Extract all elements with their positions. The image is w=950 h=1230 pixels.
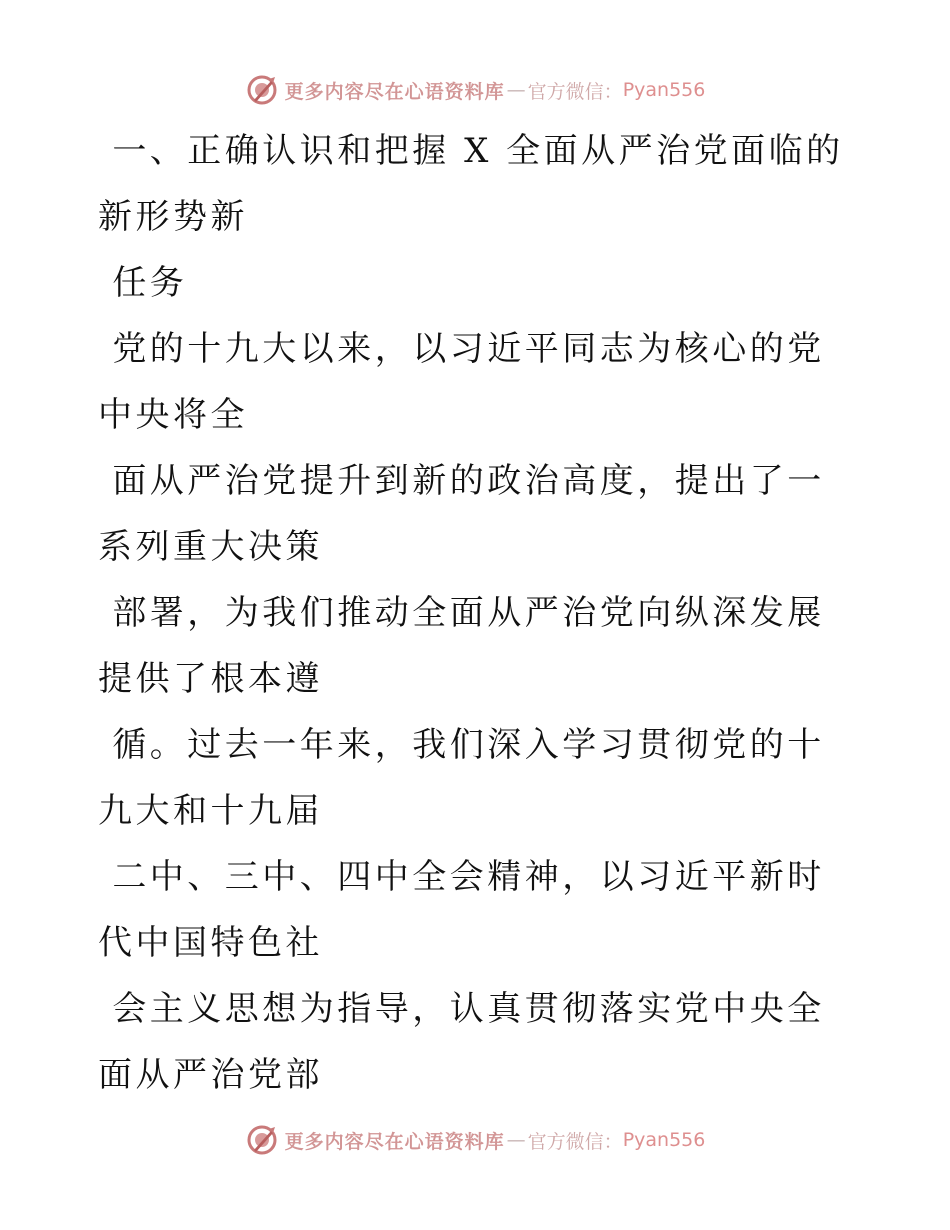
watermark-brand: 更多内容尽在心语资料库: [284, 80, 505, 103]
paragraph-2: 任务: [98, 263, 188, 303]
watermark-separator: —: [506, 79, 526, 101]
paragraph-6: 循。过去一年来，我们深入学习贯彻党的十九大和十九届: [98, 725, 825, 831]
paragraph-4: 面从严治党提升到新的政治高度，提出了一系列重大决策: [98, 461, 825, 567]
footer-watermark: [0, 1120, 950, 1160]
watermark-wechat-id: Pyan556: [622, 79, 706, 101]
paragraph-8: 会主义思想为指导，认真贯彻落实党中央全面从严治党部: [98, 989, 825, 1095]
paragraph-7: 二中、三中、四中全会精神，以习近平新时代中国特色社: [98, 857, 825, 963]
watermark-separator: —: [506, 1129, 526, 1151]
paragraph-3: 党的十九大以来，以习近平同志为核心的党中央将全: [98, 329, 825, 435]
paragraph-5: 部署，为我们推动全面从严治党向纵深发展提供了根本遵: [98, 593, 825, 699]
header-watermark: [0, 70, 950, 110]
paragraph-1: 一、正确认识和把握 X 全面从严治党面临的新形势新: [98, 131, 844, 237]
quill-seal-icon: [245, 1123, 279, 1157]
document-body: [98, 118, 858, 1108]
watermark-wechat-label: 官方微信：: [527, 1130, 623, 1153]
watermark-wechat-label: 官方微信：: [527, 80, 623, 103]
watermark-brand: 更多内容尽在心语资料库: [284, 1130, 505, 1153]
quill-seal-icon: [245, 73, 279, 107]
watermark-wechat-id: Pyan556: [622, 1129, 706, 1151]
